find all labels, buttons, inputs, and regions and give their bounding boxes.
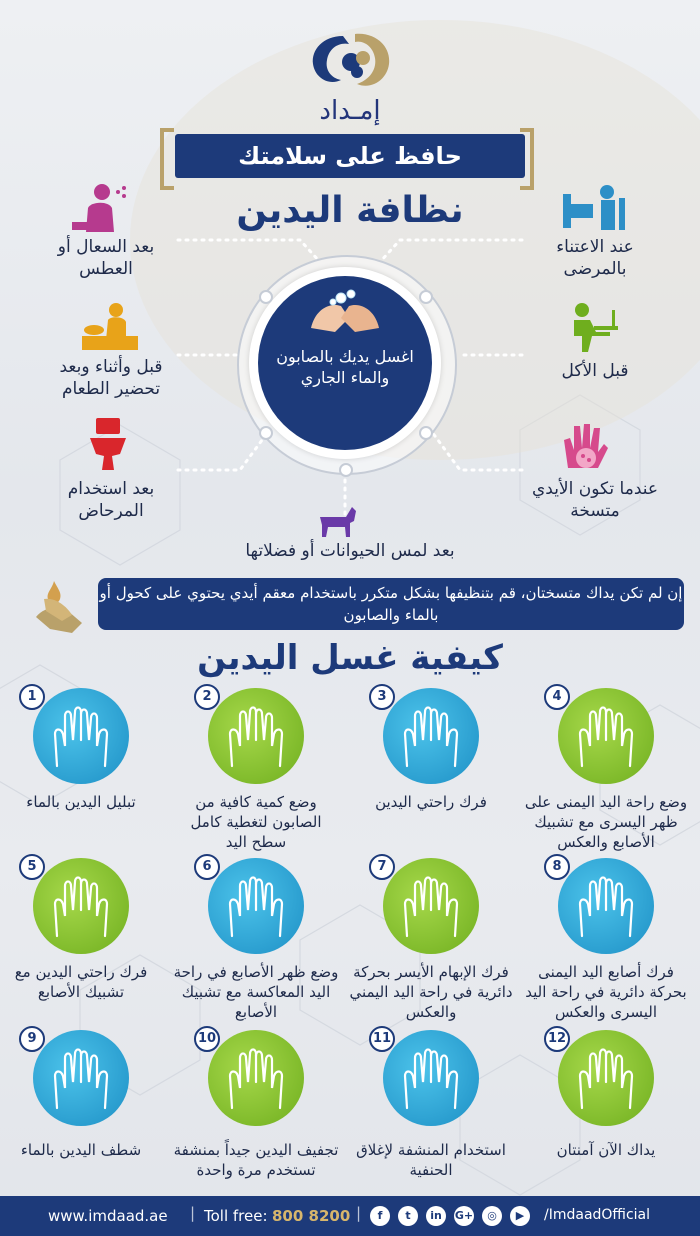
logo-wordmark: إمـداد: [319, 96, 381, 126]
step-number: 4: [544, 684, 570, 710]
hands-icon: [33, 688, 129, 784]
tollfree-label: Toll free:: [204, 1207, 268, 1225]
linkedin-icon[interactable]: in: [426, 1206, 446, 1226]
step-12-image: [558, 1030, 654, 1126]
step-number: 11: [369, 1026, 395, 1052]
tip-caring-sick: عند الاعتناء بالمرضى: [556, 237, 634, 279]
step-number: 5: [19, 854, 45, 880]
step-8-label: فرك أصابع اليد اليمنى بحركة دائرية في راحة اليد اليسرى والعكس: [525, 963, 687, 1021]
sanitizer-hands-icon: [32, 577, 88, 635]
step-3-image: [383, 688, 479, 784]
step-6-image: [208, 858, 304, 954]
tollfree-number[interactable]: 800 8200: [272, 1207, 351, 1225]
step-3-label: فرك راحتي اليدين: [375, 793, 487, 811]
step-11-label: استخدام المنشفة لإغلاق الحنفية: [356, 1141, 506, 1179]
step-number: 7: [369, 854, 395, 880]
step-7-label: فرك الإبهام الأيسر بحركة دائرية في راحة اليد اليمني والعكس: [349, 963, 513, 1021]
step-2-label: وضع كمية كافية من الصابون لتغطية كامل سطح اليد: [190, 793, 322, 851]
banner-title: حافظ على سلامتك: [175, 134, 525, 178]
cooking-icon: [80, 300, 140, 352]
hands-icon: [558, 1030, 654, 1126]
tip-before-eating: قبل الأكل: [561, 361, 629, 381]
step-number: 6: [194, 854, 220, 880]
step-9-image: [33, 1030, 129, 1126]
ring-dot: [419, 426, 433, 440]
footer-divider: |: [356, 1204, 362, 1222]
googleplus-icon[interactable]: G+: [454, 1206, 474, 1226]
washing-hands-icon: [305, 288, 385, 340]
hands-icon: [558, 858, 654, 954]
hands-icon: [208, 1030, 304, 1126]
toilet-icon: [90, 418, 126, 470]
step-6-label: وضع ظهر الأصابع في راحة اليد المعاكسة مع تشبيك الأصابع: [173, 963, 339, 1021]
ring-dot: [259, 426, 273, 440]
step-12-label: يداك الآن آمنتان: [556, 1141, 656, 1159]
instagram-icon[interactable]: ◎: [482, 1206, 502, 1226]
facebook-icon[interactable]: f: [370, 1206, 390, 1226]
tip-dirty-hands: عندما تكون الأيدي متسخة: [531, 479, 659, 521]
hands-icon: [383, 688, 479, 784]
coughing-person-icon: [68, 182, 130, 232]
step-number: 2: [194, 684, 220, 710]
twitter-icon[interactable]: t: [398, 1206, 418, 1226]
footer-divider: |: [190, 1204, 196, 1222]
hands-icon: [383, 858, 479, 954]
tip-after-cough: بعد السعال أو العطس: [57, 237, 155, 279]
hands-icon: [208, 688, 304, 784]
hands-icon: [558, 688, 654, 784]
step-number: 8: [544, 854, 570, 880]
website-link[interactable]: www.imdaad.ae: [48, 1207, 168, 1225]
patient-care-icon: [563, 184, 627, 230]
step-number: 1: [19, 684, 45, 710]
step-number: 12: [544, 1026, 570, 1052]
tip-food-preparation: قبل وأثناء وبعد تحضير الطعام: [59, 357, 163, 399]
hands-icon: [208, 858, 304, 954]
ring-dot: [339, 463, 353, 477]
step-10-image: [208, 1030, 304, 1126]
how-to-wash-title: كيفية غسل اليدين: [197, 638, 503, 678]
step-5-image: [33, 858, 129, 954]
hand-hygiene-title: نظافة اليدين: [236, 190, 464, 231]
footer-bar: [0, 1196, 700, 1236]
step-8-image: [558, 858, 654, 954]
hands-icon: [383, 1030, 479, 1126]
tip-after-animals: بعد لمس الحيوانات أو فضلاتها: [245, 541, 455, 561]
step-number: 3: [369, 684, 395, 710]
step-number: 9: [19, 1026, 45, 1052]
youtube-icon[interactable]: ▶: [510, 1206, 530, 1226]
step-10-label: تجفيف اليدين جيداً بمنشفة تستخدم مرة واحدة: [173, 1141, 339, 1179]
hands-icon: [33, 1030, 129, 1126]
step-1-label: تبليل اليدين بالماء: [26, 793, 136, 811]
step-4-label: وضع راحة اليد اليمنى على ظهر اليسرى مع تشبيك الأصابع والعكس: [524, 793, 688, 851]
step-1-image: [33, 688, 129, 784]
dirty-hands-icon: [560, 420, 610, 472]
ring-dot: [259, 290, 273, 304]
tip-after-toilet: بعد استخدام المرحاض: [67, 479, 155, 521]
ring-dot: [419, 290, 433, 304]
step-number: 10: [194, 1026, 220, 1052]
step-4-image: [558, 688, 654, 784]
hands-icon: [33, 858, 129, 954]
social-handle[interactable]: /ImdaadOfficial: [544, 1207, 651, 1223]
step-5-label: فرك راحتي اليدين مع تشبيك الأصابع: [14, 963, 148, 1001]
step-2-image: [208, 688, 304, 784]
step-9-label: شطف اليدين بالماء: [20, 1141, 142, 1159]
step-7-image: [383, 858, 479, 954]
dog-icon: [316, 503, 356, 537]
sanitizer-note: إن لم تكن يداك متسختان، قم بتنظيفها بشكل متكرر باستخدام معقم أيدي يحتوي على كحول أو بالماء والصابون: [98, 578, 684, 630]
center-message: اغسل يديك بالصابون والماء الجاري: [276, 347, 414, 387]
step-11-image: [383, 1030, 479, 1126]
eating-icon: [566, 302, 618, 352]
